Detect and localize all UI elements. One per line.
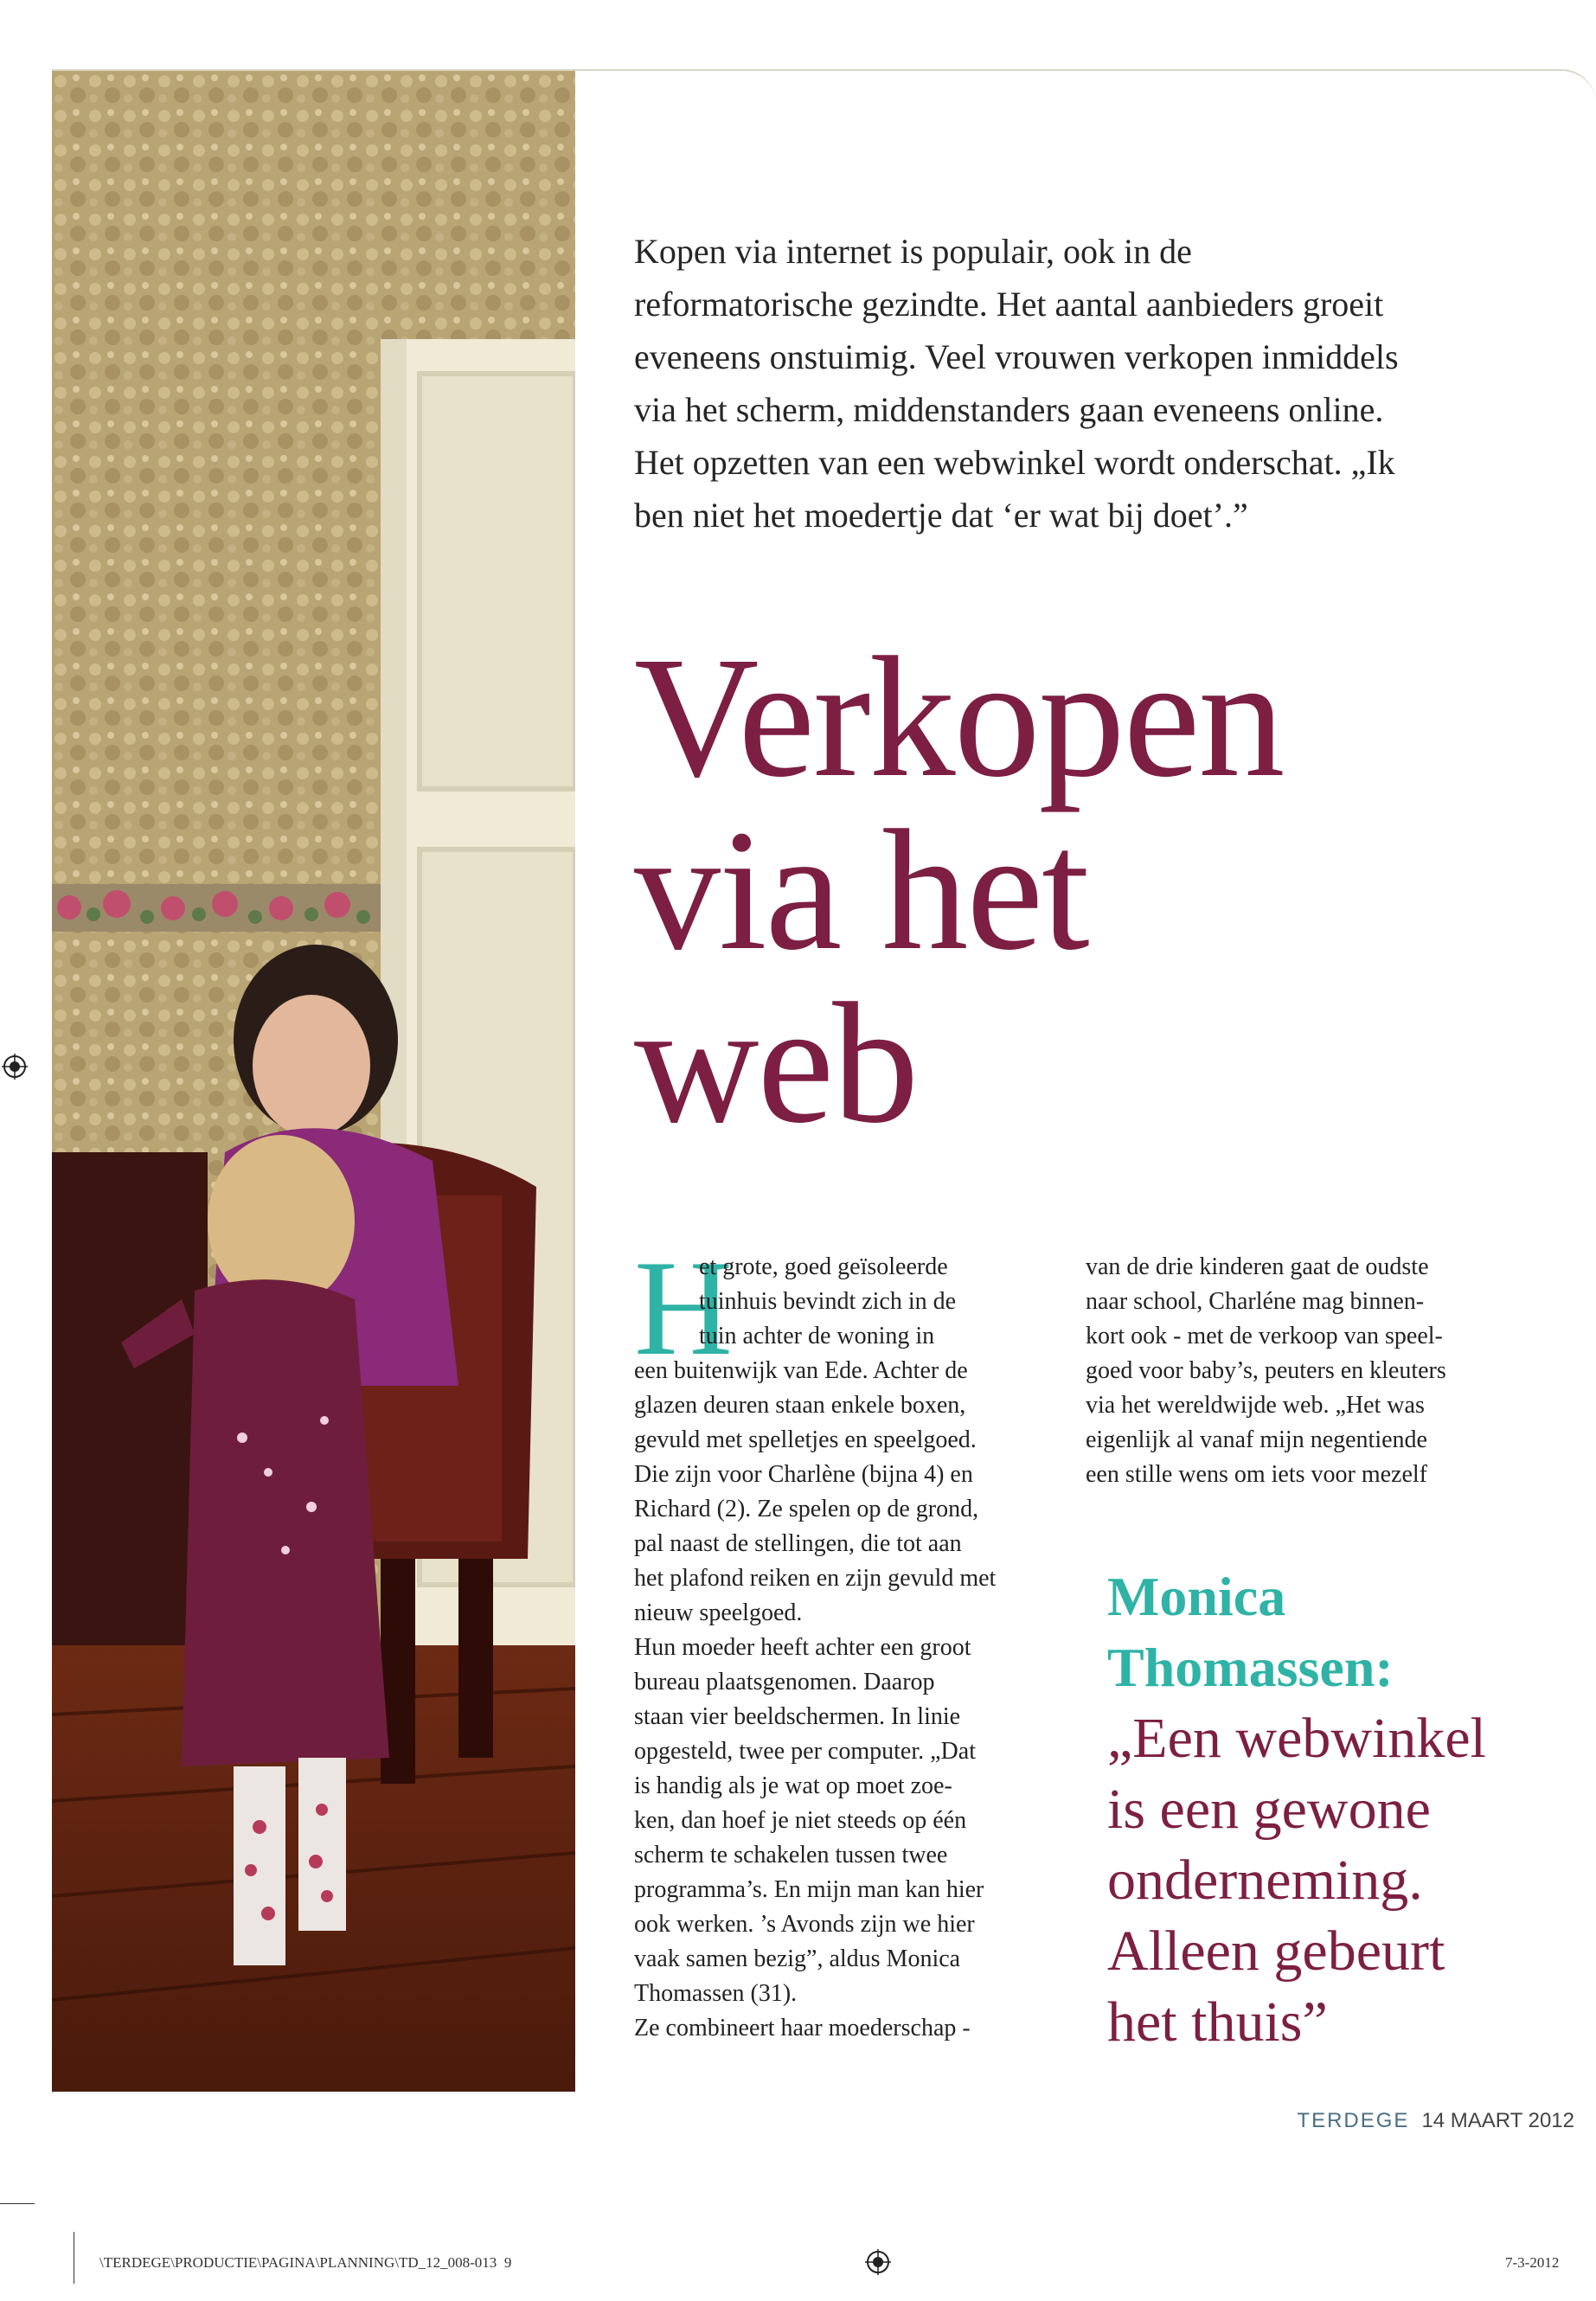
pull-quote <box>1107 1561 1592 2058</box>
body-line: Thomassen (31). <box>634 1980 798 2007</box>
crop-mark <box>0 2203 35 2204</box>
body-column-2 <box>1086 1250 1535 1492</box>
body-line: eigenlijk al vanaf mijn negentiende <box>1086 1426 1427 1453</box>
body-line: staan vier beeldschermen. In linie <box>634 1703 961 1730</box>
quote-line: het thuis” <box>1107 1990 1328 2054</box>
body-line: ken, dan hoef je niet steeds op één <box>634 1807 967 1834</box>
body-line: Hun moeder heeft achter een groot <box>634 1634 971 1661</box>
article-photo <box>52 71 575 2092</box>
headline-line: via het <box>634 795 1088 986</box>
article-headline <box>634 622 1586 1159</box>
headline-line: web <box>634 968 918 1159</box>
body-line: kort ook - met de verkoop van speel- <box>1086 1323 1443 1349</box>
quote-speaker: Monica <box>1107 1566 1286 1627</box>
slug-path: \TERDEGE\PRODUCTIE\PAGINA\PLANNING\TD_12_008-013 <box>99 2254 497 2271</box>
quote-line: Alleen gebeurt <box>1107 1920 1445 1983</box>
body-line: Richard (2). Ze spelen op de grond, <box>634 1496 979 1522</box>
body-line: pal naast de stellingen, die tot aan <box>634 1530 962 1557</box>
body-line: van de drie kinderen gaat de oudste <box>1086 1253 1429 1280</box>
body-line: naar school, Charléne mag binnen- <box>1086 1288 1425 1315</box>
quote-line: „Een webwinkel <box>1107 1707 1486 1770</box>
magazine-name: TERDEGE <box>1297 2109 1410 2132</box>
body-line: Die zijn voor Charlène (bijna 4) en <box>634 1461 973 1488</box>
body-line: Ze combineert haar moederschap - <box>634 2015 971 2041</box>
slug-page: 9 <box>503 2254 512 2271</box>
body-line: ook werken. ’s Avonds zijn we hier <box>634 1911 975 1938</box>
body-line: opgesteld, twee per computer. „Dat <box>634 1738 976 1765</box>
print-slug-date: 7-3-2012 <box>1505 2254 1560 2271</box>
intro-line: via het scherm, middenstanders gaan eveneens online. <box>634 390 1384 429</box>
body-line: via het wereldwijde web. „Het was <box>1086 1392 1425 1419</box>
body-line: gevuld met spelletjes en speelgoed. <box>634 1426 977 1453</box>
quote-line: onderneming. <box>1107 1849 1423 1912</box>
body-line: een stille wens om iets voor mezelf <box>1086 1461 1427 1488</box>
drop-cap: H <box>634 1233 734 1384</box>
print-slug-path <box>99 2254 511 2272</box>
body-line: een buitenwijk van Ede. Achter de <box>634 1357 968 1384</box>
body-line: is handig als je wat op moet zoe- <box>634 1772 952 1799</box>
body-line: nieuw speelgoed. <box>634 1599 803 1626</box>
body-line: bureau plaatsgenomen. Daarop <box>634 1669 935 1695</box>
body-line: glazen deuren staan enkele boxen, <box>634 1392 966 1419</box>
page-footer <box>1297 2109 1574 2133</box>
body-line: programma’s. En mijn man kan hier <box>634 1876 984 1903</box>
intro-line: eveneens onstuimig. Veel vrouwen verkopen inmiddels <box>634 337 1399 376</box>
intro-line: ben niet het moedertje dat ‘er wat bij doet’.” <box>634 496 1248 535</box>
body-line: scherm te schakelen tussen twee <box>634 1842 948 1868</box>
body-line: et grote, goed geïsoleerde <box>699 1253 948 1280</box>
body-line: tuin achter de woning in <box>699 1323 935 1349</box>
registration-mark-icon <box>865 2249 891 2275</box>
body-line: het plafond reiken en zijn gevuld met <box>634 1565 997 1592</box>
body-line: goed voor baby’s, peuters en kleuters <box>1086 1357 1446 1384</box>
body-column-1 <box>634 1233 1067 2046</box>
issue-date: 14 MAART 2012 <box>1421 2109 1574 2132</box>
registration-mark-icon <box>2 1054 28 1080</box>
body-line: vaak samen bezig”, aldus Monica <box>634 1945 961 1972</box>
quote-line: is een gewone <box>1107 1778 1431 1841</box>
headline-line: Verkopen <box>634 622 1284 813</box>
intro-line: Kopen via internet is populair, ook in de <box>634 232 1192 271</box>
intro-line: reformatorische gezindte. Het aantal aanbieders groeit <box>634 285 1384 324</box>
body-line: tuinhuis bevindt zich in de <box>699 1288 957 1315</box>
intro-paragraph <box>634 225 1499 542</box>
intro-line: Het opzetten van een webwinkel wordt onderschat. „Ik <box>634 443 1395 482</box>
quote-speaker: Thomassen: <box>1107 1637 1394 1698</box>
